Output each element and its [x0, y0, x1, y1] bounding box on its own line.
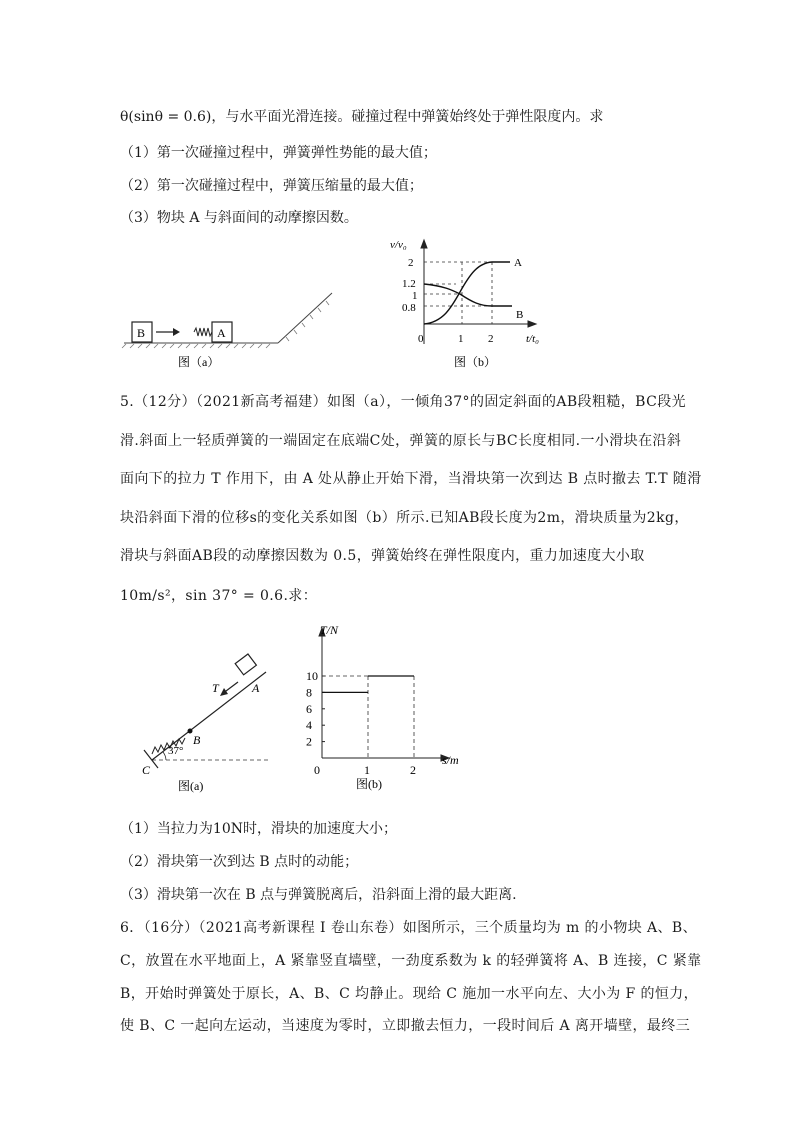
q4-fig-a-caption: 图（a） [178, 355, 220, 369]
q5-item-1: （1）当拉力为10N时，滑块的加速度大小； [120, 821, 397, 837]
q4-fig-b-x-label: t/t₀ [526, 333, 539, 345]
q5-figure-a [130, 650, 280, 800]
q4-item-3: （3）物块 A 与斜面间的动摩擦因数。 [120, 210, 358, 226]
curve-a [424, 262, 510, 324]
q5-line-5: 滑块与斜面AB段的动摩擦因数为 0.5，弹簧始终在弹性限度内，重力加速度大小取 [120, 548, 645, 564]
q5-figure-b [300, 620, 470, 800]
q5-fig-a-t-label: T [212, 681, 219, 695]
q6-line-3: B，开始时弹簧处于原长，A、B、C 均静止。现给 C 施加一水平向左、大小为 F 的恒力， [120, 986, 699, 1002]
x-tick-0: 0 [418, 333, 424, 345]
curve-b-label: B [516, 309, 524, 321]
q5-line-1: 5.（12分）（2021新高考福建）如图（a），一倾角37°的固定斜面的AB段粗糙，BC段光 [120, 394, 687, 410]
velocity-arrow [156, 328, 180, 336]
q5-fig-a-a-label: A [252, 681, 260, 695]
q5-fig-a-caption: 图(a) [178, 779, 204, 793]
q5-fig-a-c-label: C [142, 763, 151, 777]
spring [194, 328, 212, 336]
q5-y-tick-2: 2 [306, 734, 312, 749]
q4-fig-b-caption: 图（b） [454, 355, 497, 369]
block-b-label: B [137, 326, 146, 340]
curve-b [424, 284, 512, 306]
q5-x-tick-1: 1 [364, 763, 370, 777]
curve-a-label: A [514, 257, 522, 269]
q5-line-3: 面向下的拉力 T 作用下，由 A 处从静止开始下滑，当滑块第一次到达 B 点时撤去 T.T 随滑 [120, 471, 702, 487]
q6-line-1: 6．（16分）（2021高考新课程 I 卷山东卷）如图所示，三个质量均为 m 的小物块 A、B、 [120, 920, 698, 936]
q5-item-3: （3）滑块第一次在 B 点与弹簧脱离后，沿斜面上滑的最大距离. [120, 887, 517, 903]
q4-item-2: （2）第一次碰撞过程中，弹簧压缩量的最大值； [120, 178, 423, 194]
block-a-label: A [217, 326, 226, 340]
q5-fig-b-x-label: s/m [442, 753, 459, 767]
q5-y-tick-4: 4 [306, 718, 312, 733]
x-tick-2: 2 [488, 333, 494, 345]
q5-fig-a-angle: 37° [168, 745, 184, 757]
q5-y-tick-6: 6 [306, 701, 312, 716]
q6-line-2: C，放置在水平地面上，A 紧靠竖直墙壁，一劲度系数为 k 的轻弹簧将 A、B 连接，C 紧靠 [120, 953, 702, 969]
point-b [188, 729, 193, 734]
q5-y-tick-10: 10 [306, 669, 318, 683]
q5-line-6: 10m/s²，sin 37° = 0.6.求： [120, 588, 318, 604]
y-tick-1.2: 1.2 [402, 278, 416, 290]
q5-y-tick-8: 8 [306, 685, 312, 700]
y-tick-1: 1 [412, 290, 418, 302]
q5-fig-b-caption: 图(b) [356, 777, 382, 791]
q6-line-4: 使 B、C 一起向左运动，当速度为零时，立即撤去恒力，一段时间后 A 离开墙壁，最终三 [120, 1018, 691, 1034]
q5-line-2: 滑.斜面上一轻质弹簧的一端固定在底端C处，弹簧的原长与BC长度相同.一小滑块在沿斜 [120, 433, 682, 449]
q4-item-1: （1）第一次碰撞过程中，弹簧弹性势能的最大值； [120, 145, 437, 161]
q5-x-tick-2: 2 [410, 763, 416, 777]
x-tick-1: 1 [458, 333, 464, 345]
q5-fig-a-b-label: B [193, 733, 201, 747]
force-t-arrow [220, 682, 238, 696]
q5-line-4: 块沿斜面下滑的位移s的变化关系如图（b）所示.已知AB段长度为2m，滑块质量为2kg， [120, 510, 689, 526]
q5-fig-b-y-label: T/N [320, 623, 339, 637]
q4-figure-a [118, 240, 348, 375]
y-tick-0.8: 0.8 [402, 302, 416, 314]
q4-figure-b [382, 236, 562, 376]
q4-fig-b-y-label: v/v₀ [390, 239, 407, 251]
q5-x-tick-0: 0 [314, 763, 320, 777]
y-tick-2: 2 [408, 257, 414, 269]
slider-block [235, 654, 256, 675]
q4-intro: θ(sinθ = 0.6)，与水平面光滑连接。碰撞过程中弹簧始终处于弹性限度内。求 [120, 109, 604, 125]
q5-item-2: （2）滑块第一次到达 B 点时的动能； [120, 854, 359, 870]
